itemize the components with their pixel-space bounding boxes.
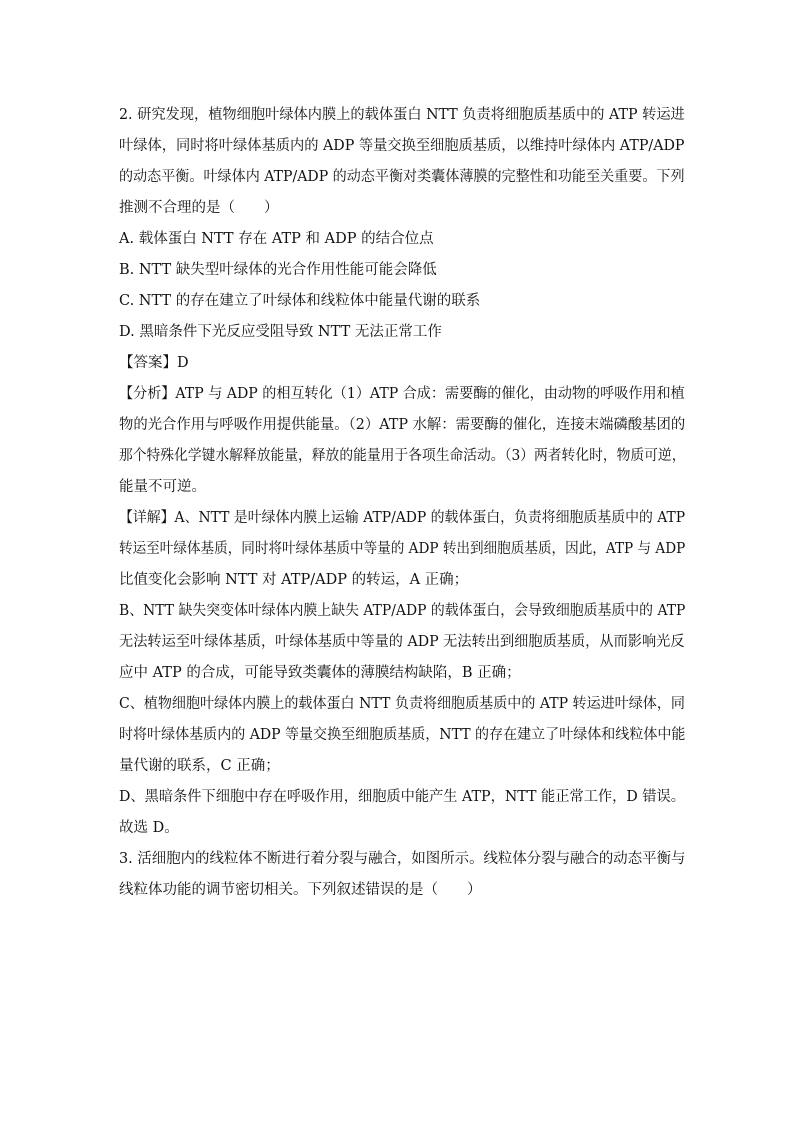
detail-line: C、植物细胞叶绿体内膜上的载体蛋白 NTT 负责将细胞质基质中的 ATP 转运进叶绿体，同 [119,696,685,712]
detail-line: B、NTT 缺失突变体叶绿体内膜上缺失 ATP/ADP 的载体蛋白，会导致细胞质基质中的 ATP [119,603,686,619]
q2-stem-line: 叶绿体，同时将叶绿体基质内的 ADP 等量交换至细胞质基质，以维持叶绿体内 ATP/ADP [119,138,685,154]
q3-stem-line: 3. 活细胞内的线粒体不断进行着分裂与融合，如图所示。线粒体分裂与融合的动态平衡与 [119,851,686,867]
detail-line: 应中 ATP 的合成，可能导致类囊体的薄膜结构缺陷，B 正确； [119,665,521,681]
detail-line: 量代谢的联系，C 正确； [119,758,280,774]
analysis-line: 能量不可逆。 [119,479,206,495]
answer-line: 【答案】D [119,355,189,371]
q2-stem [119,100,685,224]
analysis-line: 【分析】ATP 与 ADP 的相互转化（1）ATP 合成：需要酶的催化，由动物的呼吸作用和植 [119,386,685,402]
analysis-line: 那个特殊化学键水解释放能量，释放的能量用于各项生命活动。（3）两者转化时，物质可逆， [119,448,686,464]
q2-analysis [119,379,685,503]
q2-stem-line: 的动态平衡。叶绿体内 ATP/ADP 的动态平衡对类囊体薄膜的完整性和功能至关重要。下列 [119,169,685,185]
q2-options [119,224,685,348]
q2-answer [119,348,685,379]
page-content [119,100,685,906]
q2-option-c: C. NTT 的存在建立了叶绿体和线粒体中能量代谢的联系 [119,293,481,309]
q2-option-b: B. NTT 缺失型叶绿体的光合作用性能可能会降低 [119,262,437,278]
q2-option-a: A. 载体蛋白 NTT 存在 ATP 和 ADP 的结合位点 [119,231,434,247]
detail-line: 时将叶绿体基质内的 ADP 等量交换至细胞质基质，NTT 的存在建立了叶绿体和线粒体中能 [119,727,686,743]
q2-stem-line: 推测不合理的是（ ） [119,200,279,216]
detail-line: 【详解】A、NTT 是叶绿体内膜上运输 ATP/ADP 的载体蛋白，负责将细胞质基质中的 ATP [119,510,686,526]
detail-line: D、黑暗条件下细胞中存在呼吸作用，细胞质中能产生 ATP，NTT 能正常工作，D 错误。 [119,789,685,805]
q2-option-d: D. 黑暗条件下光反应受阻导致 NTT 无法正常工作 [119,324,442,340]
q2-detail [119,503,685,844]
detail-line: 无法转运至叶绿体基质，叶绿体基质中等量的 ADP 无法转出到细胞质基质，从而影响光反 [119,634,685,650]
detail-line: 比值变化会影响 NTT 对 ATP/ADP 的转运，A 正确； [119,572,469,588]
detail-line: 转运至叶绿体基质，同时将叶绿体基质中等量的 ADP 转出到细胞质基质，因此，ATP 与 ADP [119,541,686,557]
q3-stem [119,844,685,906]
q3-stem-line: 线粒体功能的调节密切相关。下列叙述错误的是（ ） [119,882,482,898]
analysis-line: 物的光合作用与呼吸作用提供能量。（2）ATP 水解：需要酶的催化，连接末端磷酸基团的 [119,417,686,433]
detail-line: 故选 D。 [119,820,179,836]
q2-stem-line: 2. 研究发现，植物细胞叶绿体内膜上的载体蛋白 NTT 负责将细胞质基质中的 ATP 转运进 [119,107,685,123]
